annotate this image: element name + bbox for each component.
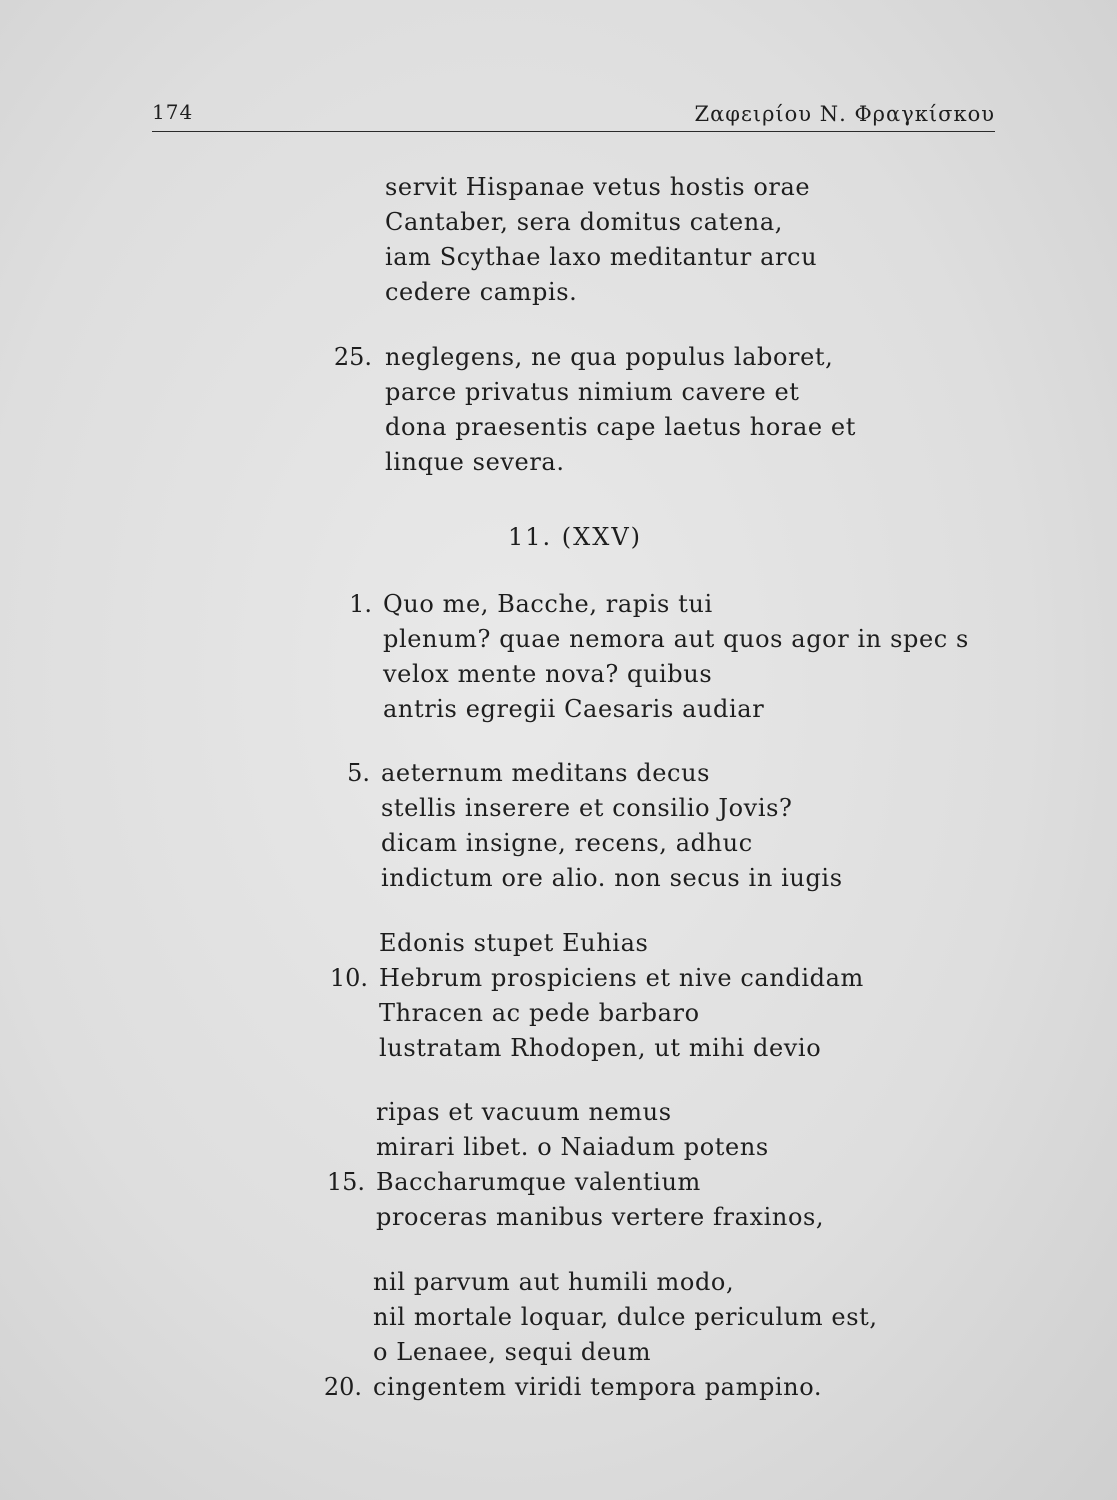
verse-line: ripas et vacuum nemus	[376, 1098, 672, 1126]
verse-line: linque severa.	[385, 448, 565, 476]
page-number: 174	[152, 100, 194, 124]
verse-line: nil parvum aut humili modo,	[373, 1268, 735, 1296]
verse-line: Cantaber, sera domitus catena,	[385, 208, 783, 236]
running-head-author: Ζαφειρίου Ν. Φραγκίσκου	[694, 102, 995, 126]
verse-line: stellis inserere et consilio Jovis?	[381, 794, 793, 822]
verse-line: dicam insigne, recens, adhuc	[381, 829, 753, 857]
verse-line: proceras manibus vertere fraxinos,	[376, 1203, 825, 1231]
verse-line: iam Scythae laxo meditantur arcu	[385, 243, 818, 271]
verse-line: neglegens, ne qua populus laboret,	[385, 343, 834, 371]
verse-line: parce privatus nimium cavere et	[385, 378, 800, 406]
verse-line: cedere campis.	[385, 278, 578, 306]
verse-line: cingentem viridi tempora pampino.	[373, 1373, 823, 1401]
verse-line: Baccharumque valentium	[376, 1168, 701, 1196]
verse-line: antris egregii Caesaris audiar	[383, 695, 765, 723]
verse-line: mirari libet. o Naiadum potens	[376, 1133, 769, 1161]
verse-line: nil mortale loquar, dulce periculum est,	[373, 1303, 878, 1331]
poem-heading: 11. (XXV)	[508, 523, 643, 551]
line-number: 10.	[329, 964, 368, 992]
page-header	[152, 100, 995, 130]
verse-line: indictum ore alio. non secus in iugis	[381, 864, 843, 892]
verse-line: dona praesentis cape laetus horae et	[385, 413, 856, 441]
verse-line: Thracen ac pede barbaro	[379, 999, 700, 1027]
verse-line: plenum? quae nemora aut quos agor in spec s	[383, 625, 969, 653]
verse-line: Hebrum prospiciens et nive candidam	[379, 964, 864, 992]
verse-line: Quo me, Bacche, rapis tui	[383, 590, 713, 618]
verse-line: Edonis stupet Euhias	[379, 929, 649, 957]
verse-line: servit Hispanae vetus hostis orae	[385, 173, 811, 201]
line-number: 1.	[349, 590, 372, 618]
verse-line: lustratam Rhodopen, ut mihi devio	[379, 1034, 822, 1062]
line-number: 25.	[333, 343, 372, 371]
line-number: 20.	[323, 1373, 362, 1401]
line-number: 5.	[347, 759, 370, 787]
header-rule	[152, 131, 995, 132]
verse-line: aeternum meditans decus	[381, 759, 711, 787]
verse-line: velox mente nova? quibus	[383, 660, 713, 688]
verse-line: o Lenaee, sequi deum	[373, 1338, 652, 1366]
line-number: 15.	[326, 1168, 365, 1196]
